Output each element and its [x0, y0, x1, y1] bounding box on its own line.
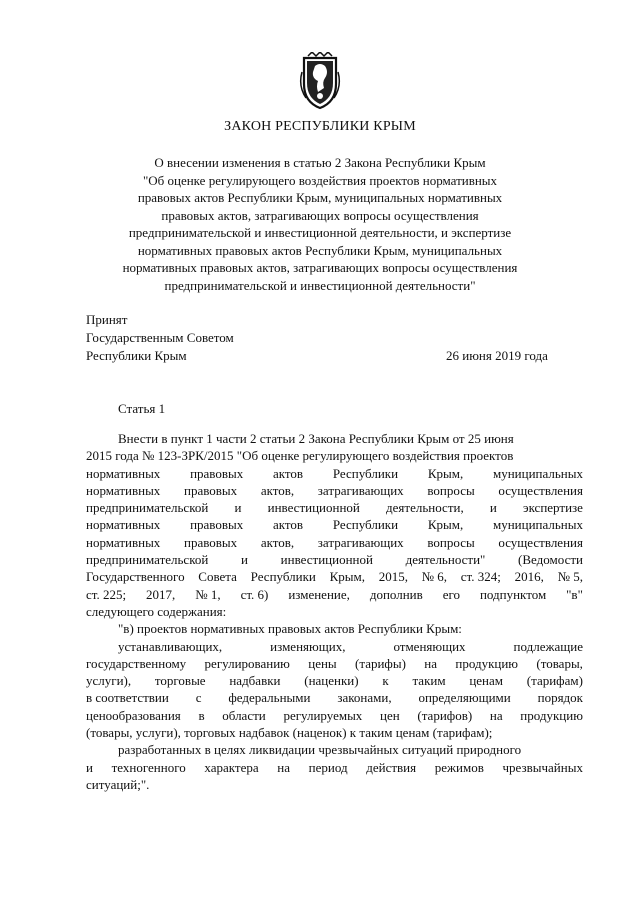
body-line — [86, 534, 583, 551]
body-word: подлежащие — [513, 638, 583, 654]
adopted-line: Принят — [86, 312, 128, 327]
article-body — [86, 430, 583, 793]
body-line — [86, 586, 583, 603]
body-word: инвестиционной — [280, 552, 373, 568]
body-line — [86, 603, 583, 620]
body-word: экспертизе — [522, 500, 583, 516]
subtitle-line: нормативных правовых актов Республики Крым, муниципальных — [137, 242, 503, 258]
body-word: характера — [204, 759, 259, 775]
body-line — [86, 776, 583, 793]
body-line — [86, 499, 583, 516]
body-word: (тарифам) — [526, 673, 583, 689]
body-word: в — [198, 707, 205, 723]
body-word: актов, — [260, 482, 295, 498]
body-word: ценообразования — [86, 707, 181, 723]
body-word: (Ведомости — [518, 552, 583, 568]
body-word: актов, — [260, 534, 295, 550]
body-word: дополнив — [369, 586, 423, 602]
body-word: устанавливающих, — [118, 638, 223, 654]
body-word: Республики — [332, 517, 399, 533]
body-word: 2015, — [378, 569, 408, 585]
subtitle-line: предпринимательской и инвестиционной деятельности" — [164, 277, 476, 293]
adopted-line: Государственным Советом — [86, 330, 234, 345]
body-word: техногенного — [111, 759, 186, 775]
body-word: и — [489, 500, 497, 516]
body-word: федеральными — [228, 690, 311, 706]
body-word: определяющими — [418, 690, 511, 706]
body-word: (тарифов) — [417, 707, 473, 723]
body-word: ситуаций;". — [86, 776, 150, 792]
adopted-block — [86, 311, 234, 365]
body-line — [86, 568, 583, 585]
body-word: затрагивающих — [317, 534, 404, 550]
body-word: изменение, — [288, 586, 350, 602]
subtitle-line: нормативных правовых актов, затрагивающих вопросы осуществления — [122, 260, 518, 275]
body-word: актов — [273, 465, 304, 481]
body-word: период — [308, 759, 348, 775]
body-line — [86, 465, 583, 482]
body-word: правовых — [190, 517, 244, 533]
body-word: на — [489, 707, 503, 723]
body-word: актов — [273, 517, 304, 533]
body-word: области — [222, 707, 266, 723]
body-word: 2015 года № 123-ЗРК/2015 "Об оценке регулирующего воздействия проектов — [86, 448, 514, 464]
subtitle-line: правовых актов, затрагивающих вопросы осуществления — [161, 207, 479, 223]
body-word: действия — [366, 759, 417, 775]
body-word: государственному — [86, 655, 187, 671]
body-word: с — [195, 690, 202, 706]
body-word: ст. 324; — [460, 569, 501, 585]
body-word: ст. 6) — [240, 586, 269, 602]
body-word: цены — [308, 655, 337, 671]
coat-of-arms-icon — [298, 52, 342, 110]
body-word: Крым, — [329, 569, 365, 585]
body-word: Республики — [250, 569, 316, 585]
body-word: продукцию — [520, 707, 583, 723]
body-word: регулируемых — [283, 707, 363, 723]
body-word: надбавки — [229, 673, 281, 689]
body-word: муниципальных — [492, 517, 583, 533]
body-word: осуществления — [498, 534, 583, 550]
body-word: 2017, — [146, 586, 176, 602]
body-word: отменяющих — [393, 638, 466, 654]
body-word: нормативных — [86, 465, 161, 481]
body-line — [86, 672, 583, 689]
body-line — [86, 516, 583, 533]
body-word: "в) проектов нормативных правовых актов Республики Крым: — [118, 621, 462, 637]
body-word: Крым, — [427, 517, 464, 533]
body-line — [86, 638, 583, 655]
subtitle-line: предпринимательской и инвестиционной деятельности, и экспертизе — [128, 225, 512, 240]
body-word: правовых — [183, 482, 238, 498]
body-word: порядок — [537, 690, 583, 706]
law-subtitle — [92, 154, 548, 294]
body-word: № 6, — [421, 569, 448, 585]
body-line — [86, 655, 583, 672]
body-word: предпринимательской — [86, 500, 209, 516]
body-line — [86, 447, 583, 464]
body-word: вопросы — [427, 482, 475, 498]
body-line — [86, 482, 583, 499]
subtitle-line: "Об оценке регулирующего воздействия проектов нормативных — [142, 172, 498, 188]
body-word: нормативных — [86, 482, 161, 498]
body-word: и — [234, 500, 242, 516]
body-word: (наценки) — [304, 673, 359, 689]
body-line — [86, 707, 583, 724]
body-word: (товары, — [536, 655, 583, 671]
body-line — [86, 689, 583, 706]
body-word: (тарифы) — [355, 655, 406, 671]
body-word: его — [442, 586, 460, 602]
body-word: "в" — [566, 586, 583, 602]
body-word: режимов — [434, 759, 484, 775]
body-word: изменяющих, — [270, 638, 346, 654]
body-word: подпунктом — [479, 586, 547, 602]
body-line — [86, 551, 583, 568]
body-word: № 1, — [195, 586, 221, 602]
adoption-date: 26 июня 2019 года — [446, 348, 548, 363]
body-word: № 5, — [557, 569, 583, 585]
subtitle-line: О внесении изменения в статью 2 Закона Республики Крым — [154, 155, 486, 170]
body-word: муниципальных — [492, 465, 583, 481]
body-word: регулированию — [204, 655, 290, 671]
body-word: таким — [412, 673, 446, 689]
body-word: на — [424, 655, 438, 671]
body-line — [86, 430, 583, 447]
body-word: инвестиционной — [267, 500, 360, 516]
body-word: чрезвычайных — [502, 759, 583, 775]
subtitle-line: правовых актов Республики Крым, муниципальных нормативных — [137, 190, 503, 205]
body-line — [86, 620, 583, 637]
body-word: деятельности, — [386, 500, 464, 516]
body-word: торговые — [154, 673, 206, 689]
body-word: ст. 225; — [86, 586, 127, 602]
body-word: 2016, — [514, 569, 544, 585]
body-word: деятельности" — [405, 552, 486, 568]
body-word: затрагивающих — [317, 482, 404, 498]
body-word: вопросы — [427, 534, 475, 550]
body-line — [86, 741, 583, 758]
body-word: следующего содержания: — [86, 603, 227, 619]
body-word: законами, — [337, 690, 392, 706]
body-line — [86, 759, 583, 776]
body-word: правовых — [183, 534, 238, 550]
adopted-line: Республики Крым — [86, 348, 187, 363]
body-word: Совета — [198, 569, 237, 585]
body-word: разработанных в целях ликвидации чрезвычайных ситуаций природного — [118, 742, 522, 758]
body-word: и — [241, 552, 248, 568]
body-word: осуществления — [498, 482, 583, 498]
body-word: нормативных — [86, 517, 161, 533]
body-word: в соответствии — [86, 690, 169, 706]
body-word: продукцию — [455, 655, 519, 671]
body-line — [86, 724, 583, 741]
law-title: ЗАКОН РЕСПУБЛИКИ КРЫМ — [224, 119, 416, 134]
body-word: к — [382, 673, 389, 689]
body-word: правовых — [190, 465, 244, 481]
body-word: Внести в пункт 1 части 2 статьи 2 Закона Республики Крым от 25 июня — [118, 431, 514, 446]
body-word: услуги), — [86, 673, 132, 689]
body-word: Республики — [332, 465, 399, 481]
body-word: Государственного — [86, 569, 185, 585]
body-word: и — [86, 759, 93, 775]
body-word: (товары, услуги), торговых надбавок (наценок) к таким ценам (тарифам); — [86, 725, 493, 741]
body-word: на — [277, 759, 290, 775]
body-word: Крым, — [427, 465, 464, 481]
body-word: предпринимательской — [86, 552, 209, 568]
body-word: ценам — [469, 673, 504, 689]
body-word: нормативных — [86, 534, 161, 550]
article-title: Статья 1 — [118, 401, 166, 416]
body-word: цен — [380, 707, 400, 723]
